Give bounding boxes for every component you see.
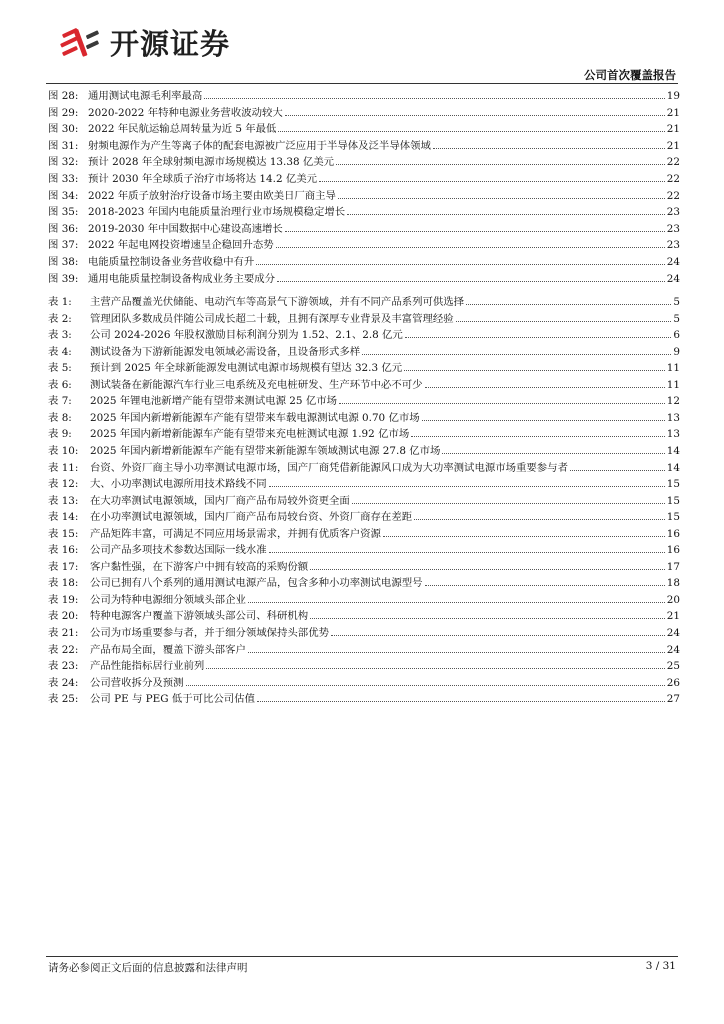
report-type: 公司首次覆盖报告 <box>584 68 676 82</box>
entry-title: 大、小功率测试电源所用技术路线不同 <box>90 478 267 491</box>
entry-label: 表 22: <box>48 643 79 656</box>
entry-page-number: 23 <box>666 222 680 235</box>
entry-label: 表 7: <box>48 395 72 408</box>
dot-leader <box>186 685 665 686</box>
entry-page-number: 15 <box>666 494 680 507</box>
dot-leader <box>466 304 671 305</box>
entry-page-number: 11 <box>666 362 680 375</box>
figure-entry[interactable] <box>48 105 680 121</box>
table-entry[interactable] <box>48 608 680 624</box>
dot-leader <box>422 420 665 421</box>
table-entry[interactable] <box>48 675 680 691</box>
entry-page-number: 16 <box>666 544 680 557</box>
entry-title: 2025 年国内新增新能源车产能有望带来充电桩测试电源 1.92 亿市场 <box>90 428 410 441</box>
table-entry[interactable] <box>48 493 680 509</box>
entry-page-number: 18 <box>666 577 680 590</box>
figure-entry[interactable] <box>48 237 680 253</box>
table-entry[interactable] <box>48 509 680 525</box>
entry-page-number: 24 <box>666 256 680 268</box>
dot-leader <box>405 337 672 338</box>
entry-title: 2022 年起电网投资增速呈企稳回升态势 <box>88 239 274 252</box>
figure-entry[interactable] <box>48 88 680 104</box>
entry-page-number: 22 <box>666 156 680 169</box>
entry-page-number: 9 <box>673 345 680 358</box>
figure-entry[interactable] <box>48 171 680 187</box>
entry-label: 表 5: <box>48 362 72 375</box>
entry-title: 公司 PE 与 PEG 低于可比公司估值 <box>90 693 255 706</box>
entry-title: 预计 2028 年全球射频电源市场规模达 13.38 亿美元 <box>88 156 335 169</box>
figure-entry[interactable] <box>48 204 680 220</box>
entry-title: 产品矩阵丰富，可满足不同应用场景需求，并拥有优质客户资源 <box>90 527 381 540</box>
entry-title: 台资、外资厂商主导小功率测试电源市场，国产厂商凭借新能源风口成为大功率测试电源市场重要参与者 <box>90 461 568 474</box>
dot-leader <box>347 214 665 215</box>
dot-leader <box>339 403 665 404</box>
table-entry[interactable] <box>48 691 680 707</box>
table-entry[interactable] <box>48 311 680 327</box>
entry-page-number: 25 <box>666 660 680 673</box>
entry-page-number: 21 <box>666 610 680 623</box>
brand-logo <box>58 22 230 62</box>
entry-page-number: 27 <box>666 693 680 706</box>
entry-page-number: 15 <box>666 511 680 524</box>
entry-title: 公司产品多项技术参数达国际一线水准 <box>90 544 267 557</box>
entry-page-number: 24 <box>666 272 680 285</box>
footer-divider <box>46 956 678 957</box>
figure-entry[interactable] <box>48 188 680 204</box>
dot-leader <box>404 370 665 371</box>
entry-page-number: 14 <box>666 461 680 474</box>
entry-page-number: 13 <box>666 411 680 424</box>
entry-label: 表 8: <box>48 411 72 424</box>
dot-leader <box>269 552 665 553</box>
table-entry[interactable] <box>48 526 680 542</box>
entry-title: 预计到 2025 年全球新能源发电测试电源市场规模有望达 32.3 亿元 <box>90 362 403 375</box>
entry-title: 特种电源客户覆盖下游领域头部公司、科研机构 <box>90 610 309 623</box>
table-entry[interactable] <box>48 575 680 591</box>
dot-leader <box>204 98 664 99</box>
table-entry[interactable] <box>48 294 680 310</box>
entry-title: 主营产品覆盖光伏储能、电动汽车等高景气下游领域，并有不同产品系列可供选择 <box>90 296 465 308</box>
table-entry[interactable] <box>48 476 680 492</box>
table-entry[interactable] <box>48 344 680 360</box>
dot-leader <box>285 231 665 232</box>
entry-page-number: 11 <box>666 378 680 391</box>
entry-label: 表 6: <box>48 378 72 391</box>
entry-label: 表 4: <box>48 345 72 358</box>
dot-leader <box>442 453 664 454</box>
table-entry[interactable] <box>48 642 680 658</box>
entry-title: 2025 年锂电池新增产能有望带来测试电源 25 亿市场 <box>90 395 337 408</box>
entry-title: 测试装备在新能源汽车行业三电系统及充电桩研发、生产环节中必不可少 <box>90 378 423 391</box>
entry-page-number: 5 <box>673 296 680 308</box>
entry-title: 产品性能指标居行业前列 <box>90 660 205 673</box>
entry-title: 通用测试电源毛利率最高 <box>88 90 203 102</box>
dot-leader <box>433 148 665 149</box>
table-entry[interactable] <box>48 658 680 674</box>
entry-page-number: 5 <box>673 312 680 325</box>
dot-leader <box>248 652 665 653</box>
entry-page-number: 14 <box>666 444 680 457</box>
entry-label: 表 10: <box>48 444 79 457</box>
entry-page-number: 23 <box>666 206 680 219</box>
entry-title: 在大功率测试电源领域，国内厂商产品布局较外资更全面 <box>90 494 350 507</box>
figure-entry[interactable] <box>48 254 680 270</box>
entry-label: 表 12: <box>48 478 79 491</box>
entry-page-number: 16 <box>666 527 680 540</box>
dot-leader <box>425 585 665 586</box>
dot-leader <box>570 470 665 471</box>
dot-leader <box>414 519 665 520</box>
table-entry[interactable] <box>48 410 680 426</box>
entry-title: 2019-2030 年中国数据中心建设高速增长 <box>88 222 283 235</box>
entry-page-number: 21 <box>666 139 680 152</box>
entry-label: 表 11: <box>48 461 79 474</box>
table-entry[interactable] <box>48 377 680 393</box>
dot-leader <box>257 701 665 702</box>
dot-leader <box>248 602 665 603</box>
entry-page-number: 24 <box>666 643 680 656</box>
entry-label: 表 18: <box>48 577 79 590</box>
entry-title: 产品布局全面，覆盖下游头部客户 <box>90 643 246 656</box>
entry-title: 2022 年质子放射治疗设备市场主要由欧美日厂商主导 <box>88 189 336 202</box>
dot-leader <box>411 436 665 437</box>
dot-leader <box>256 264 665 265</box>
entry-label: 图 36: <box>48 222 79 235</box>
entry-page-number: 24 <box>666 627 680 639</box>
dot-leader <box>352 503 665 504</box>
table-entry[interactable] <box>48 542 680 558</box>
entry-label: 图 38: <box>48 256 79 268</box>
entry-page-number: 19 <box>666 90 680 102</box>
dot-leader <box>425 387 665 388</box>
entry-label: 表 16: <box>48 544 79 557</box>
table-entry[interactable] <box>48 443 680 459</box>
table-entry[interactable] <box>48 360 680 376</box>
dot-leader <box>331 635 665 636</box>
entry-title: 公司营收拆分及预测 <box>90 676 184 689</box>
entry-label: 表 1: <box>48 296 72 308</box>
entry-page-number: 22 <box>666 189 680 202</box>
entry-label: 表 9: <box>48 428 72 441</box>
entry-label: 表 15: <box>48 527 79 540</box>
entry-label: 表 23: <box>48 660 79 673</box>
footer-disclaimer: 请务必参阅正文后面的信息披露和法律声明 <box>48 962 248 974</box>
table-entry[interactable] <box>48 592 680 608</box>
entry-title: 测试设备为下游新能源发电领域必需设备，且设备形式多样 <box>90 345 361 358</box>
entry-title: 2018-2023 年国内电能质量治理行业市场规模稳定增长 <box>88 206 346 219</box>
kaiyuan-logo-icon <box>58 23 104 61</box>
entry-title: 管理团队多数成员伴随公司成长超二十载，且拥有深厚专业背景及丰富管理经验 <box>90 312 454 325</box>
figure-entry[interactable] <box>48 154 680 170</box>
entry-title: 2025 年国内新增新能源车产能有望带来新能源车领域测试电源 27.8 亿市场 <box>90 444 441 457</box>
entry-title: 预计 2030 年全球质子治疗市场将达 14.2 亿美元 <box>88 173 318 185</box>
entry-title: 通用电能质量控制设备构成业务主要成分 <box>88 272 276 285</box>
entry-title: 公司为特种电源细分领域头部企业 <box>90 593 246 606</box>
brand-name: 开源证券 <box>110 26 231 61</box>
table-entry[interactable] <box>48 460 680 476</box>
entry-label: 图 34: <box>48 189 79 202</box>
entry-label: 表 3: <box>48 329 72 342</box>
page-number: 3 / 31 <box>645 960 676 972</box>
entry-title: 在小功率测试电源领域，国内厂商产品布局较台资、外资厂商存在差距 <box>90 511 413 524</box>
entry-page-number: 13 <box>666 428 680 441</box>
entry-title: 客户黏性强，在下游客户中拥有较高的采购份额 <box>90 560 309 573</box>
entry-title: 2025 年国内新增新能源车产能有望带来车载电源测试电源 0.70 亿市场 <box>90 411 420 424</box>
entry-page-number: 26 <box>666 676 680 689</box>
dot-leader <box>278 131 664 132</box>
table-entry[interactable] <box>48 393 680 409</box>
dot-leader <box>277 281 665 282</box>
entry-label: 图 31: <box>48 139 79 152</box>
table-entry[interactable] <box>48 327 680 343</box>
entry-label: 表 19: <box>48 593 79 606</box>
table-entry[interactable] <box>48 426 680 442</box>
entry-page-number: 22 <box>666 173 680 185</box>
entry-label: 图 39: <box>48 272 79 285</box>
dot-leader <box>206 668 664 669</box>
dot-leader <box>338 198 665 199</box>
entry-label: 表 13: <box>48 494 79 507</box>
figure-entry[interactable] <box>48 121 680 137</box>
entry-page-number: 6 <box>673 329 680 342</box>
table-entry[interactable] <box>48 559 680 575</box>
entry-label: 表 20: <box>48 610 79 623</box>
dot-leader <box>319 181 665 182</box>
entry-page-number: 12 <box>666 395 680 408</box>
entry-label: 表 21: <box>48 627 79 639</box>
figure-entry[interactable] <box>48 138 680 154</box>
dot-leader <box>310 618 665 619</box>
entry-label: 表 25: <box>48 693 79 706</box>
dot-leader <box>456 321 672 322</box>
entry-label: 表 24: <box>48 676 79 689</box>
page-header <box>0 0 724 90</box>
entry-page-number: 20 <box>666 593 680 606</box>
entry-title: 2020-2022 年特种电源业务营收波动较大 <box>88 106 283 119</box>
entry-title: 射频电源作为产生等离子体的配套电源被广泛应用于半导体及泛半导体领域 <box>88 139 431 152</box>
entry-title: 公司为市场重要参与者，并于细分领域保持头部优势 <box>90 627 329 639</box>
figure-entry[interactable] <box>48 271 680 287</box>
entry-page-number: 21 <box>666 106 680 119</box>
entry-title: 公司已拥有八个系列的通用测试电源产品，包含多种小功率测试电源型号 <box>90 577 423 590</box>
entry-page-number: 23 <box>666 239 680 252</box>
entry-page-number: 17 <box>666 560 680 573</box>
figure-entry[interactable] <box>48 221 680 237</box>
entry-label: 表 17: <box>48 560 79 573</box>
dot-leader <box>310 569 665 570</box>
dot-leader <box>285 115 665 116</box>
entry-title: 电能质量控制设备业务营收稳中有升 <box>88 256 255 268</box>
dot-leader <box>362 354 671 355</box>
table-entry[interactable] <box>48 625 680 641</box>
dot-leader <box>269 486 665 487</box>
entry-label: 图 32: <box>48 156 79 169</box>
entry-label: 图 35: <box>48 206 79 219</box>
entry-page-number: 15 <box>666 478 680 491</box>
dot-leader <box>276 247 665 248</box>
entry-title: 2022 年民航运输总周转量为近 5 年最低 <box>88 123 277 136</box>
entry-label: 图 33: <box>48 173 79 185</box>
entry-label: 表 14: <box>48 511 79 524</box>
dot-leader <box>383 536 665 537</box>
entry-label: 图 37: <box>48 239 79 252</box>
header-divider <box>46 83 678 84</box>
dot-leader <box>336 164 665 165</box>
entry-label: 图 30: <box>48 123 79 136</box>
entry-page-number: 21 <box>666 123 680 136</box>
entry-label: 表 2: <box>48 312 72 325</box>
entry-label: 图 29: <box>48 106 79 119</box>
entry-label: 图 28: <box>48 90 79 102</box>
entry-title: 公司 2024-2026 年股权激励目标利润分别为 1.52、2.1、2.8 亿元 <box>90 329 403 342</box>
